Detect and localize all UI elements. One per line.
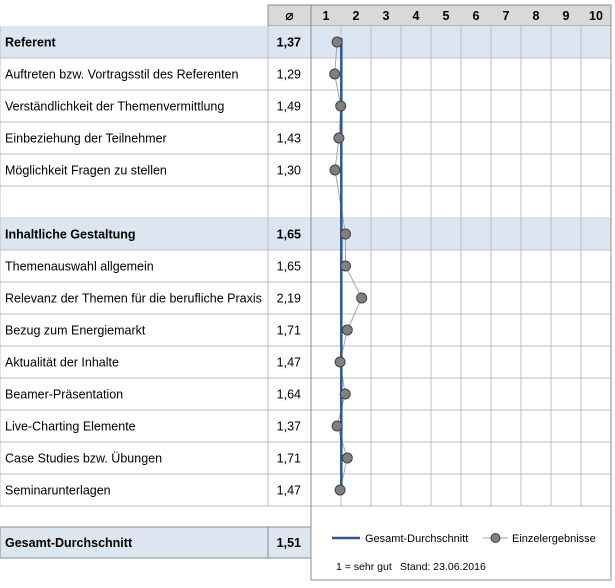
scale-note: 1 = sehr gut [336,560,392,573]
criterion-label: Themenauswahl allgemein [5,259,154,274]
legend-label-points: Einzelergebnisse [512,532,596,545]
criterion-value: 1,47 [276,355,301,370]
scale-tick-label: 3 [382,8,390,23]
criterion-label: Verständlichkeit der Themenvermittlung [5,99,225,114]
criterion-value: 1,43 [276,131,301,146]
data-point [335,357,345,367]
criterion-label: Bezug zum Energiemarkt [5,323,146,338]
data-point [340,389,350,399]
criterion-value: 1,71 [276,451,301,466]
section-label: Referent [5,35,56,50]
data-point [336,101,346,111]
data-point [341,261,351,271]
criterion-label: Aktualität der Inhalte [5,355,119,370]
scale-tick-label: 8 [532,8,540,23]
data-point [330,165,340,175]
criterion-label: Auftreten bzw. Vortragsstil des Referenten [5,67,239,82]
criterion-value: 1,29 [276,67,301,82]
scale-tick-label: 5 [442,8,450,23]
criterion-value: 1,30 [276,163,301,178]
scale-tick-label: 6 [472,8,480,23]
criterion-value: 2,19 [276,291,301,306]
data-point [334,133,344,143]
data-point [342,325,352,335]
data-point [335,485,345,495]
criterion-label: Seminarunterlagen [5,483,111,498]
scale-tick-label: 1 [322,8,330,23]
criterion-label: Beamer-Präsentation [5,387,124,402]
section-label: Inhaltliche Gestaltung [5,227,136,242]
scale-tick-label: 9 [562,8,570,23]
criterion-value: 1,37 [276,35,301,50]
criterion-label: Relevanz der Themen für die berufliche Praxis [5,291,262,306]
data-point [341,229,351,239]
total-label: Gesamt-Durchschnitt [5,535,133,550]
data-point [342,453,352,463]
stand-date: Stand: 23.06.2016 [400,560,486,573]
criterion-value: 1,64 [276,387,301,402]
total-value: 1,51 [276,535,301,550]
criterion-value: 1,65 [276,227,301,242]
criterion-value: 1,71 [276,323,301,338]
scale-tick-label: 4 [412,8,420,23]
criterion-value: 1,47 [276,483,301,498]
criterion-value: 1,65 [276,259,301,274]
criterion-label: Möglichkeit Fragen zu stellen [5,163,167,178]
criterion-label: Einbeziehung der Teilnehmer [5,131,167,146]
criterion-label: Live-Charting Elemente [5,419,136,434]
criterion-label: Case Studies bzw. Übungen [5,451,163,466]
avg-symbol: ⌀ [285,7,294,24]
scale-tick-label: 7 [502,8,510,23]
legend-points-swatch-marker [491,534,500,543]
criterion-value: 1,37 [276,419,301,434]
data-point [330,69,340,79]
scale-tick-label: 2 [352,8,360,23]
criterion-value: 1,49 [276,99,301,114]
legend-label-line: Gesamt-Durchschnitt [365,532,469,545]
data-point [332,421,342,431]
data-point [357,293,367,303]
scale-tick-label: 10 [589,8,603,23]
section-row-fill [0,26,611,58]
data-point [332,37,342,47]
